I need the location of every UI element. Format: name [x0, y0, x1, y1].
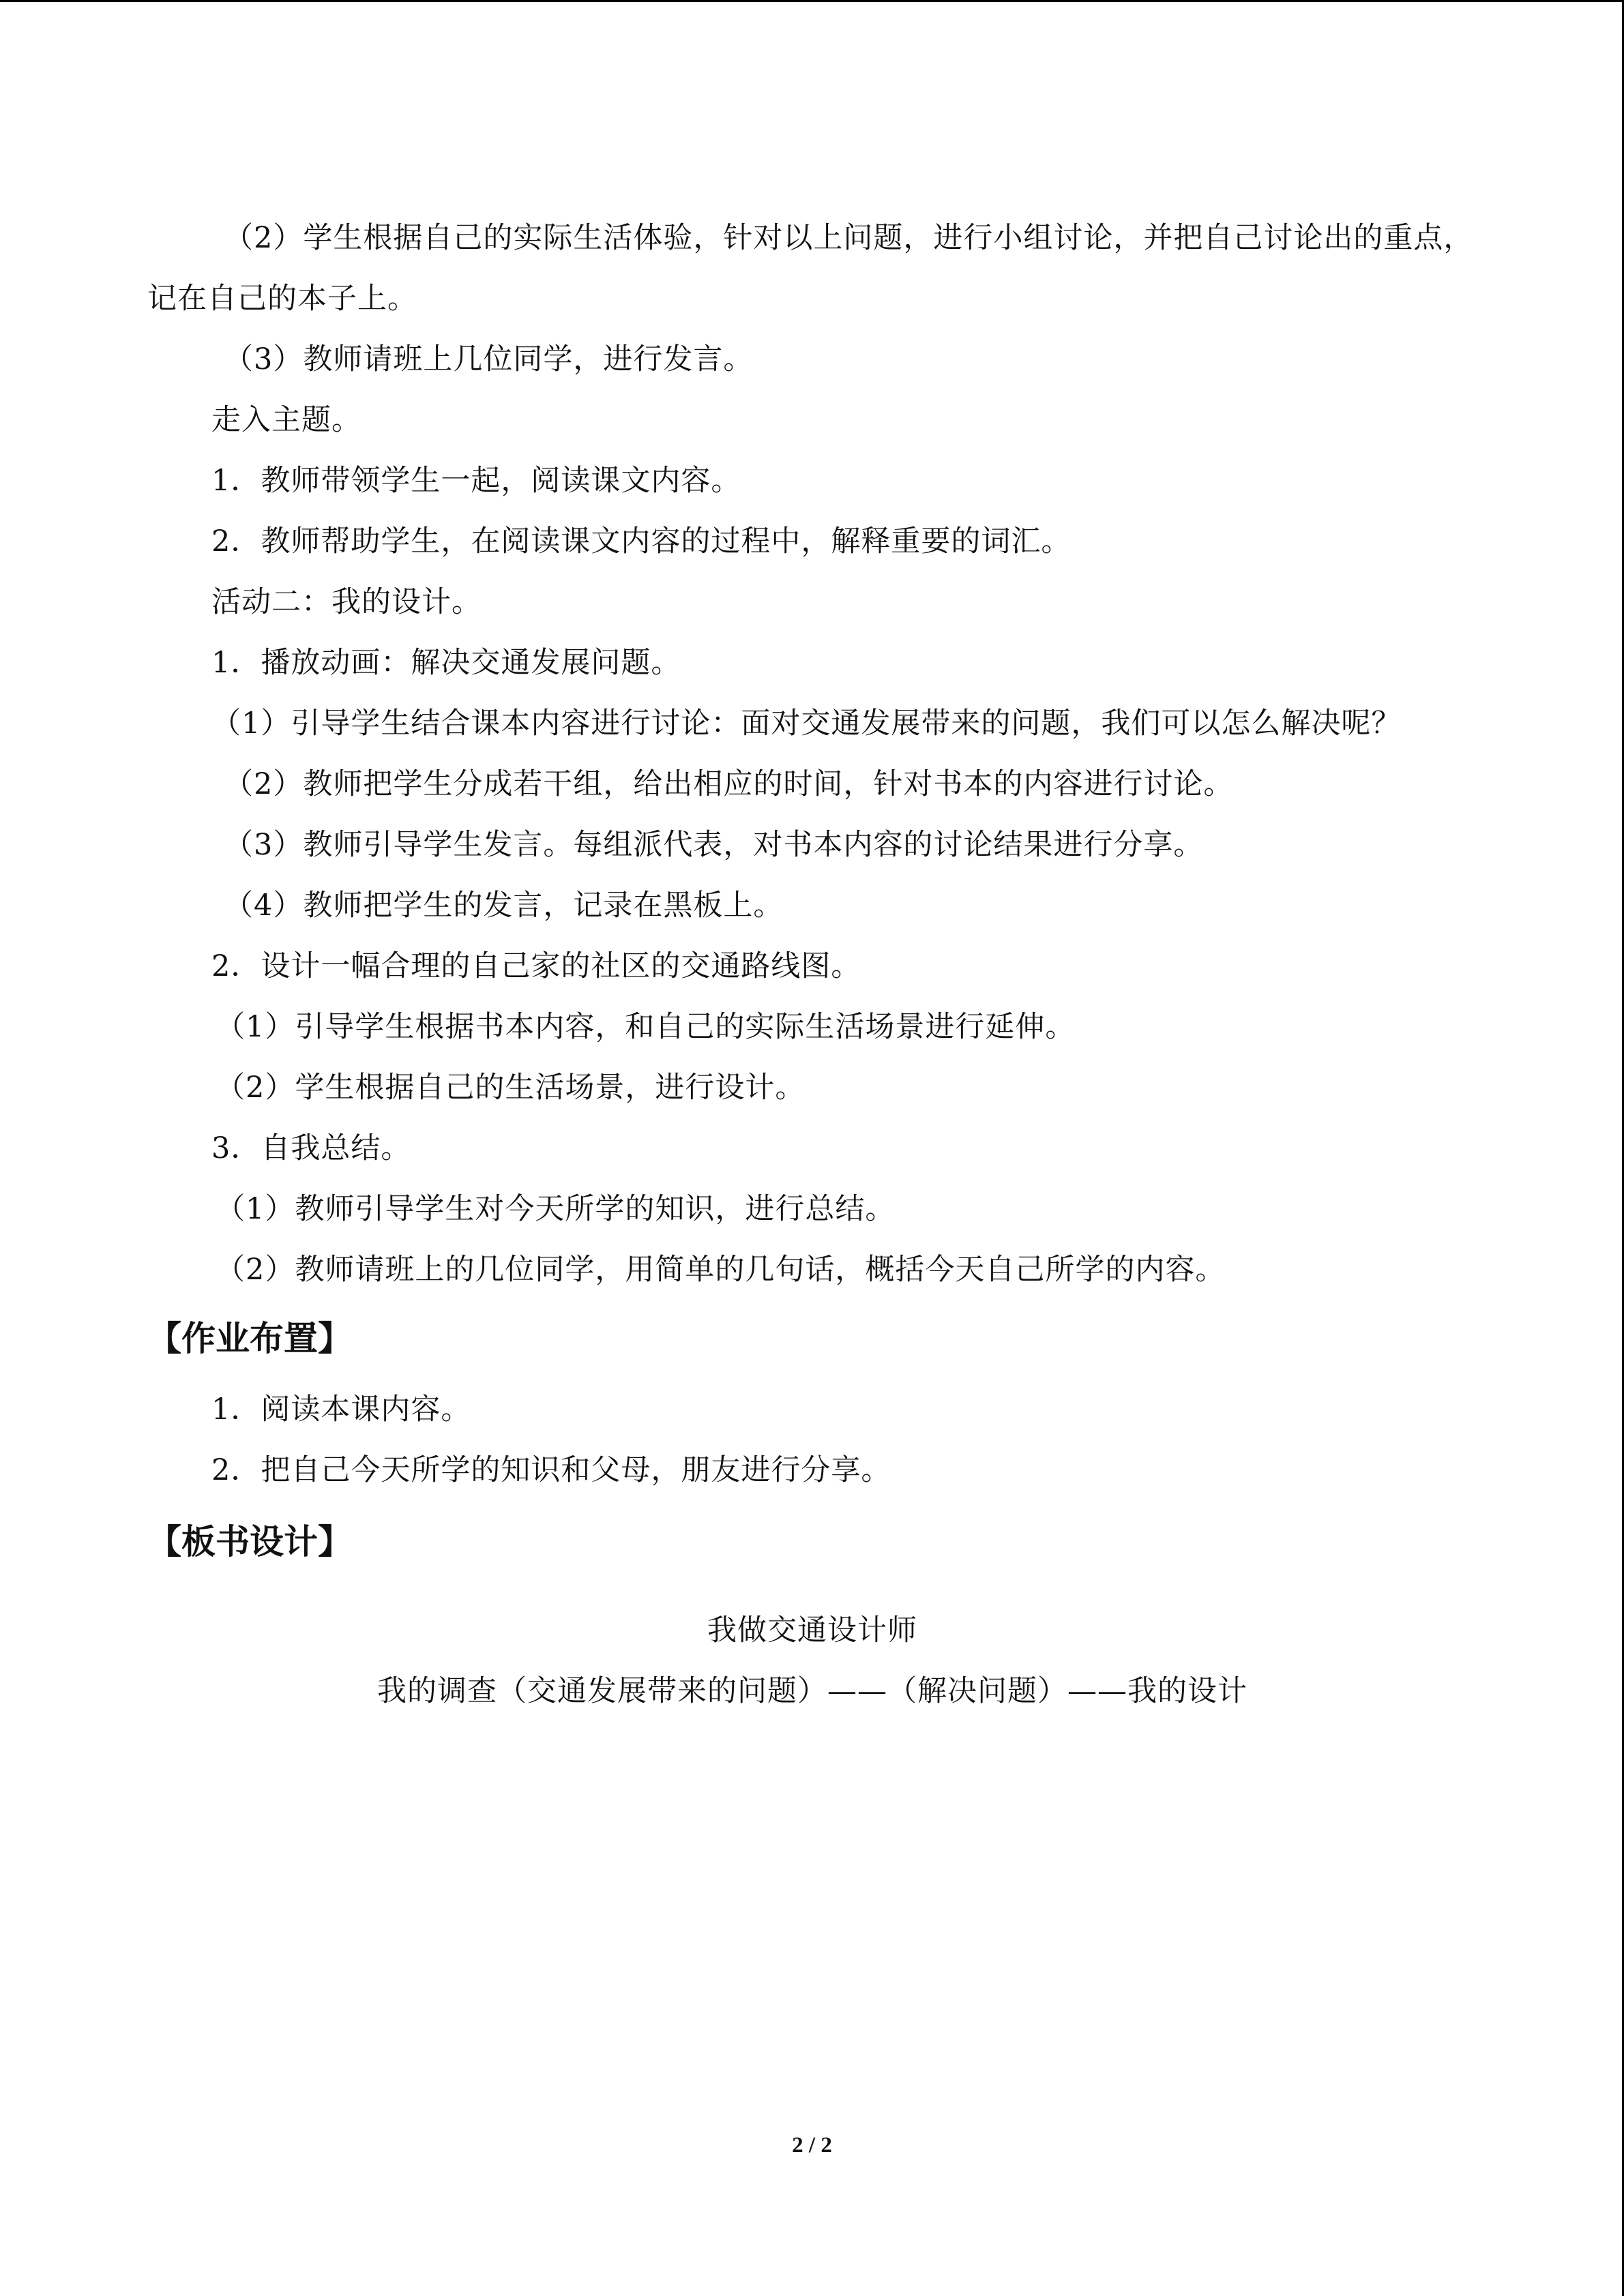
paragraph: （1）引导学生结合课本内容进行讨论：面对交通发展带来的问题，我们可以怎么解决呢？ — [211, 706, 1402, 741]
document-body — [147, 208, 1477, 1722]
list-item: 2．教师帮助学生，在阅读课文内容的过程中，解释重要的词汇。 — [211, 524, 1072, 558]
list-item: 1．播放动画：解决交通发展问题。 — [211, 646, 681, 680]
paragraph: 活动二：我的设计。 — [211, 585, 482, 619]
paragraph: （2）学生根据自己的实际生活体验，针对以上问题，进行小组讨论，并把自己讨论出的重点，记在自己的本子上。 — [147, 221, 1474, 316]
page-border-top — [0, 0, 1624, 2]
paragraph: （3）教师引导学生发言。每组派代表，对书本内容的讨论结果进行分享。 — [224, 828, 1204, 862]
page-number: 2 / 2 — [792, 2133, 832, 2158]
list-item: 2．把自己今天所学的知识和父母，朋友进行分享。 — [211, 1453, 891, 1487]
paragraph: （2）教师把学生分成若干组，给出相应的时间，针对书本的内容进行讨论。 — [224, 767, 1234, 801]
list-item: 2．设计一幅合理的自己家的社区的交通路线图。 — [211, 949, 861, 983]
board-title: 我做交通设计师 — [707, 1613, 917, 1648]
board-flow: 我的调查（交通发展带来的问题）——（解决问题）——我的设计 — [377, 1674, 1247, 1708]
paragraph: （2）学生根据自己的生活场景，进行设计。 — [216, 1071, 806, 1105]
paragraph: （1）教师引导学生对今天所学的知识，进行总结。 — [216, 1192, 896, 1226]
section-heading-homework: 【作业布置】 — [147, 1319, 352, 1358]
paragraph: （4）教师把学生的发言，记录在黑板上。 — [224, 889, 784, 923]
list-item: 1．教师带领学生一起，阅读课文内容。 — [211, 464, 741, 498]
paragraph: （3）教师请班上几位同学，进行发言。 — [224, 342, 754, 376]
list-item: 3．自我总结。 — [211, 1131, 411, 1165]
list-item: 1．阅读本课内容。 — [211, 1392, 471, 1427]
section-heading-board-design: 【板书设计】 — [147, 1522, 352, 1562]
paragraph: 走入主题。 — [211, 403, 361, 437]
paragraph: （2）教师请班上的几位同学，用简单的几句话，概括今天自己所学的内容。 — [216, 1253, 1226, 1287]
paragraph: （1）引导学生根据书本内容，和自己的实际生活场景进行延伸。 — [216, 1010, 1076, 1044]
